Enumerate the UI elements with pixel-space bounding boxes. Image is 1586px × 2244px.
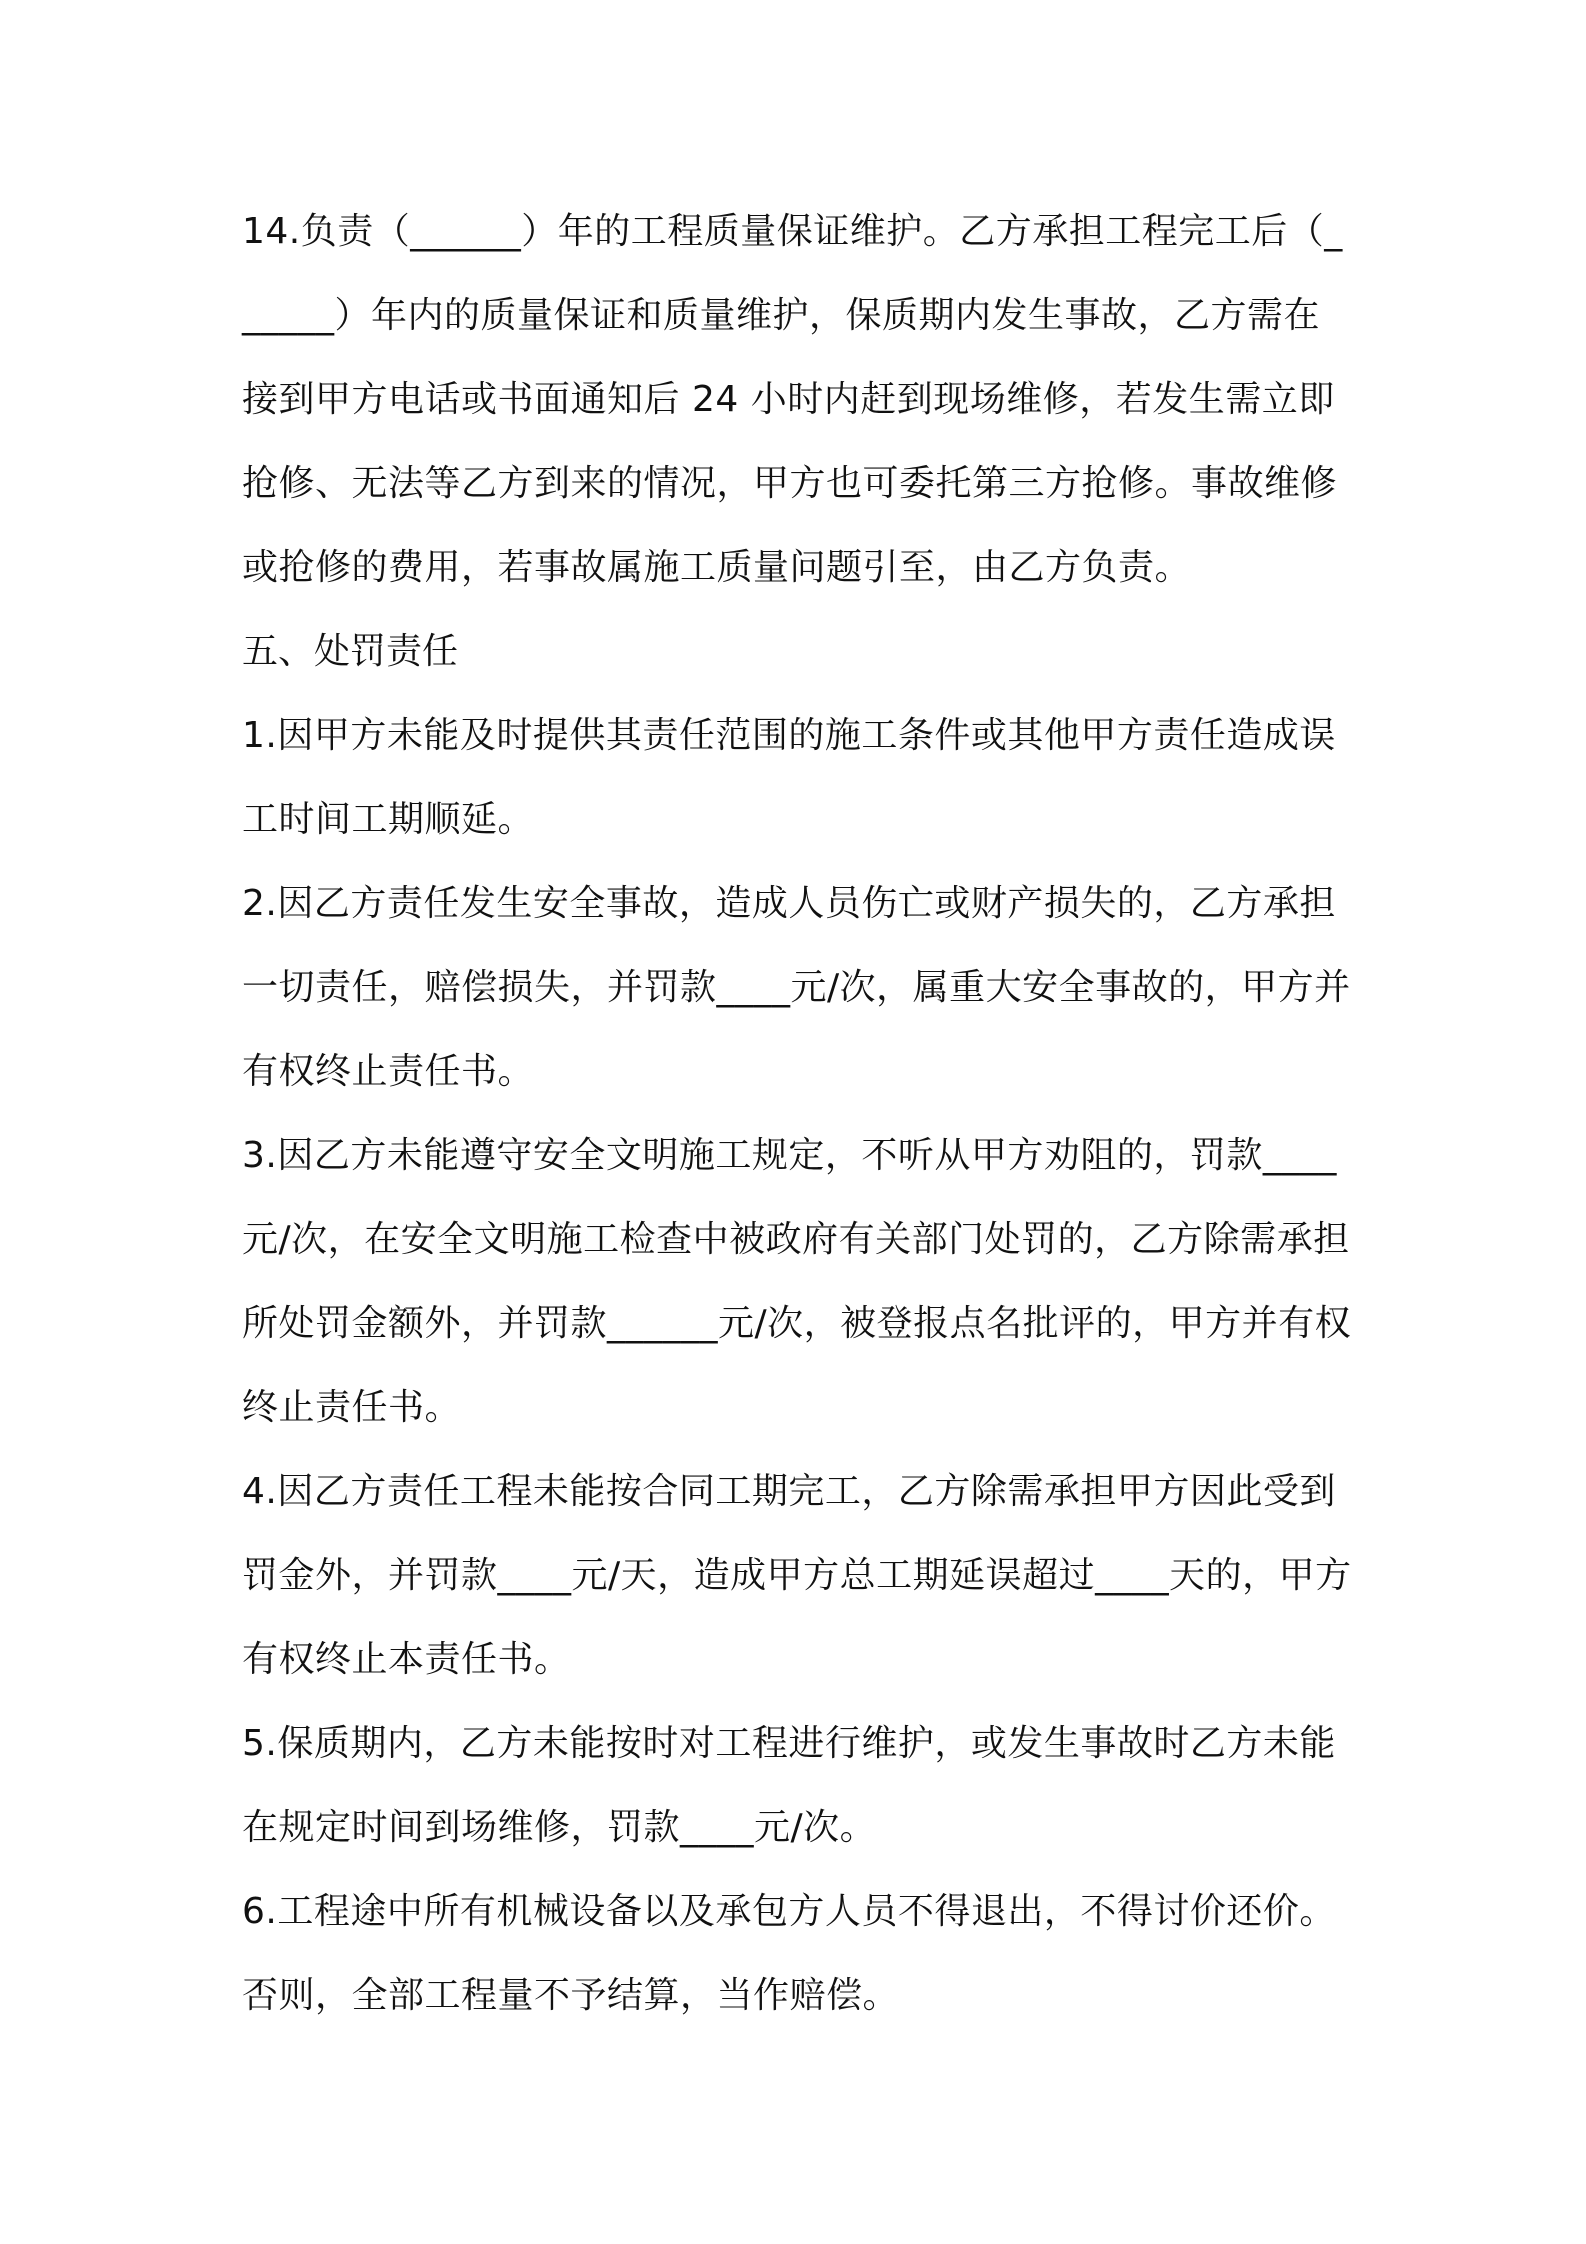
penalty-item-6: 6.工程途中所有机械设备以及承包方人员不得退出，不得讨价还价。否则，全部工程量不予结算，当作赔偿。 (242, 1891, 1336, 2016)
document-body (242, 190, 1352, 2038)
penalty-item-3: 3.因乙方未能遵守安全文明施工规定，不听从甲方劝阻的，罚款____元/次，在安全文明施工检查中被政府有关部门处罚的，乙方除需承担所处罚金额外，并罚款______元/次，被登报点名批评的，甲方并有权终止责任书。 (242, 1135, 1352, 1428)
penalty-item-1: 1.因甲方未能及时提供其责任范围的施工条件或其他甲方责任造成误工时间工期顺延。 (242, 715, 1336, 840)
penalty-item-2: 2.因乙方责任发生安全事故，造成人员伤亡或财产损失的，乙方承担一切责任，赔偿损失，并罚款____元/次，属重大安全事故的，甲方并有权终止责任书。 (242, 883, 1351, 1092)
penalty-item-4: 4.因乙方责任工程未能按合同工期完工，乙方除需承担甲方因此受到罚金外，并罚款____元/天，造成甲方总工期延误超过____天的，甲方有权终止本责任书。 (242, 1471, 1352, 1680)
section-heading-penalty: 五、处罚责任 (242, 631, 459, 672)
clause-14: 14.负责（______）年的工程质量保证维护。乙方承担工程完工后（______）年内的质量保证和质量维护，保质期内发生事故，乙方需在接到甲方电话或书面通知后 24 小时内赶到现场维修，若发生需立即抢修、无法等乙方到来的情况，甲方也可委托第三方抢修。事故维修或抢修的费用，若事故属施工质量问题引至，由乙方负责。 (242, 211, 1343, 588)
penalty-item-5: 5.保质期内，乙方未能按时对工程进行维护，或发生事故时乙方未能在规定时间到场维修，罚款____元/次。 (242, 1723, 1336, 1848)
